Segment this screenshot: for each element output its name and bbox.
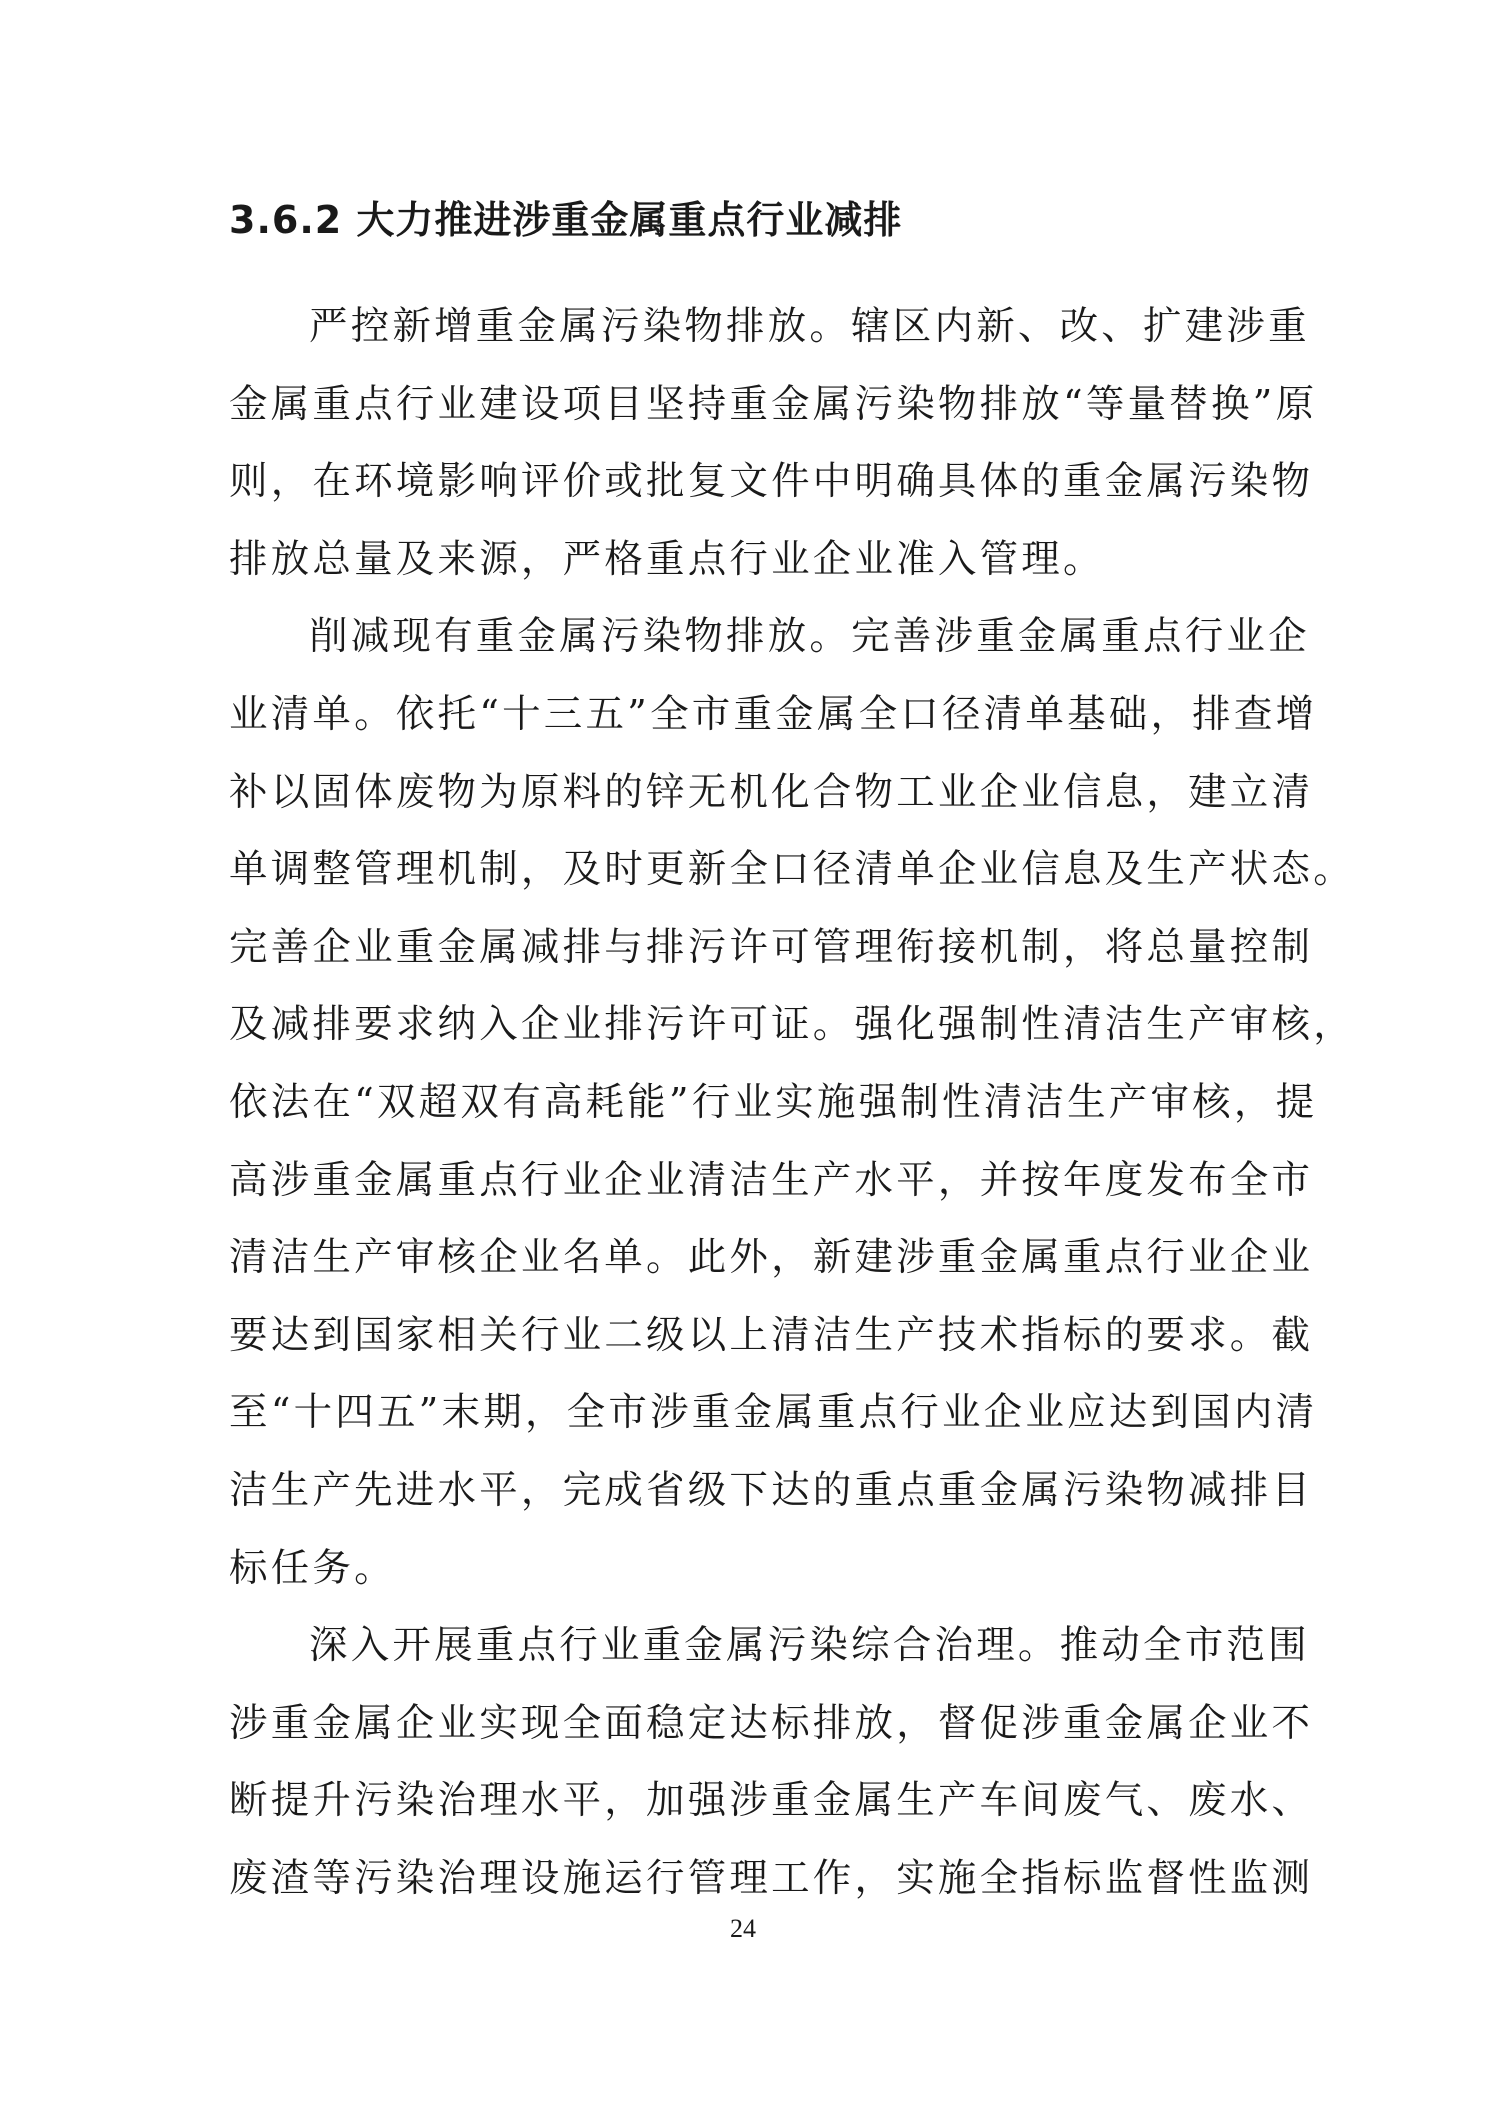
text-line: 业清单。依托“十三五”全市重金属全口径清单基础，排查增 — [229, 691, 1318, 737]
text-line: 至“十四五”末期，全市涉重金属重点行业企业应达到国内清 — [229, 1390, 1318, 1436]
text-line: 削减现有重金属污染物排放。完善涉重金属重点行业企 — [309, 614, 1310, 660]
text-line: 补以固体废物为原料的锌无机化合物工业企业信息，建立清 — [229, 769, 1314, 815]
text-line: 要达到国家相关行业二级以上清洁生产技术指标的要求。截 — [229, 1312, 1314, 1358]
page-number: 24 — [730, 1914, 756, 1943]
text-line: 洁生产先进水平，完成省级下达的重点重金属污染物减排目 — [229, 1467, 1314, 1513]
body-text — [229, 288, 1355, 1917]
text-line: 高涉重金属重点行业企业清洁生产水平，并按年度发布全市 — [229, 1157, 1314, 1203]
text-line: 废渣等污染治理设施运行管理工作，实施全指标监督性监测 — [229, 1855, 1314, 1901]
text-line: 标任务。 — [229, 1545, 396, 1591]
paragraph — [229, 598, 1355, 1607]
text-line: 严控新增重金属污染物排放。辖区内新、改、扩建涉重 — [309, 304, 1310, 349]
section-heading: 3.6.2 大力推进涉重金属重点行业减排 — [229, 198, 903, 242]
text-line: 单调整管理机制，及时更新全口径清单企业信息及生产状态。 — [229, 847, 1355, 893]
text-line: 依法在“双超双有高耗能”行业实施强制性清洁生产审核，提 — [229, 1079, 1318, 1125]
text-line: 金属重点行业建设项目坚持重金属污染物排放“等量替换”原 — [229, 381, 1318, 427]
text-line: 清洁生产审核企业名单。此外，新建涉重金属重点行业企业 — [229, 1235, 1314, 1281]
paragraph — [229, 288, 1318, 598]
text-line: 深入开展重点行业重金属污染综合治理。推动全市范围 — [309, 1623, 1310, 1669]
text-line: 排放总量及来源，严格重点行业企业准入管理。 — [229, 536, 1105, 582]
text-line: 及减排要求纳入企业排污许可证。强化强制性清洁生产审核， — [229, 1002, 1355, 1048]
text-line: 完善企业重金属减排与排污许可管理衔接机制，将总量控制 — [229, 924, 1314, 970]
text-line: 则，在环境影响评价或批复文件中明确具体的重金属污染物 — [229, 459, 1314, 505]
text-line: 断提升污染治理水平，加强涉重金属生产车间废气、废水、 — [229, 1778, 1314, 1824]
text-line: 涉重金属企业实现全面稳定达标排放，督促涉重金属企业不 — [229, 1700, 1314, 1746]
paragraph — [229, 1607, 1314, 1917]
